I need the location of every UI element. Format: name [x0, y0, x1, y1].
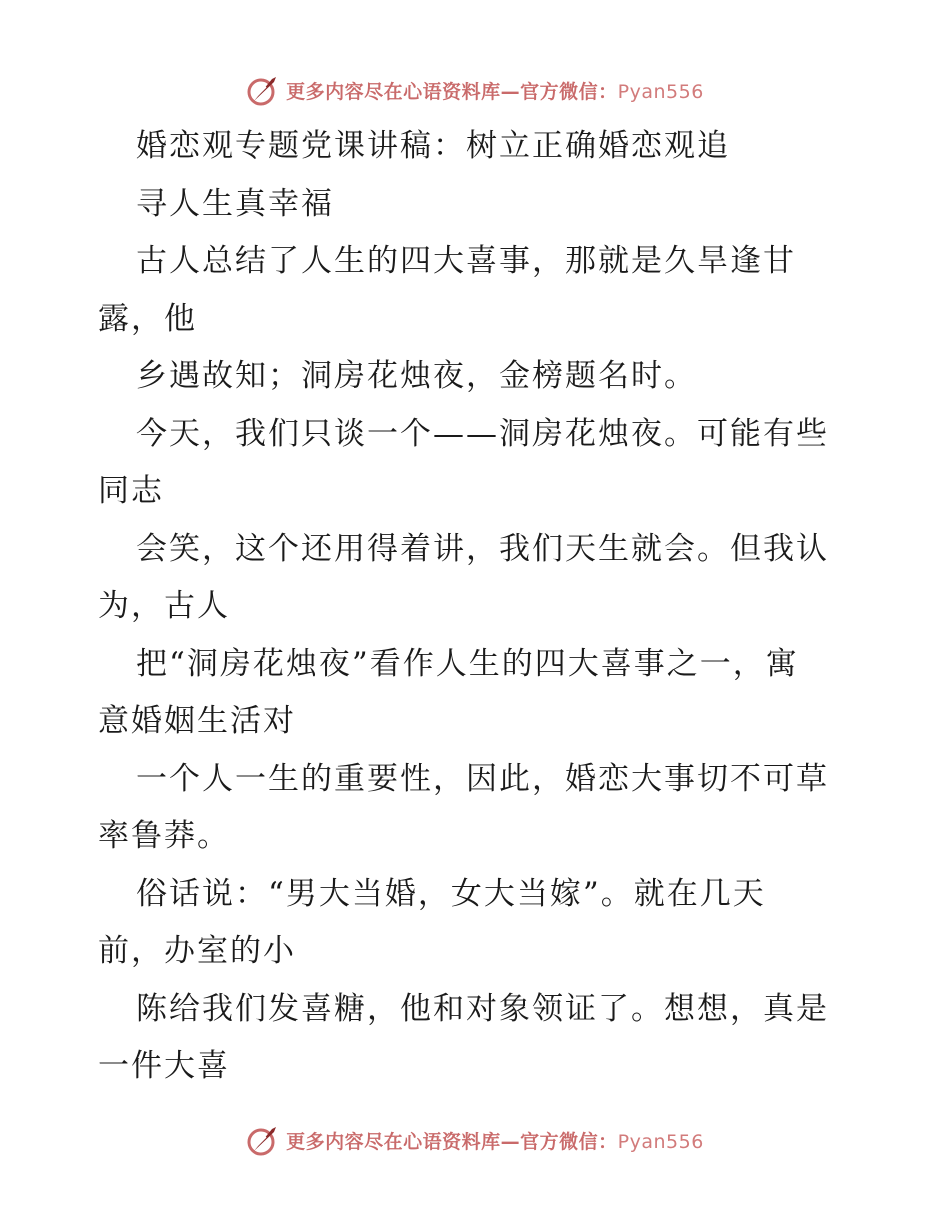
quill-logo-icon [246, 1123, 280, 1157]
text-line: 意婚姻生活对 [98, 703, 296, 739]
footer-banner-text: 更多内容尽在心语资料库—官方微信： [286, 1130, 618, 1153]
header-banner-text: 更多内容尽在心语资料库—官方微信： [286, 80, 618, 103]
text-line: 寻人生真幸福 [136, 185, 334, 222]
text-line: 古人总结了人生的四大喜事，那就是久旱逢甘 [136, 243, 796, 279]
text-line: 前，办室的小 [98, 933, 296, 969]
text-line: 乡遇故知；洞房花烛夜，金榜题名时。 [136, 358, 697, 394]
text-line: 把“洞房花烛夜”看作人生的四大喜事之一，寓 [136, 645, 799, 682]
text-line: 一件大喜 [98, 1048, 230, 1084]
text-line: 一个人一生的重要性，因此，婚恋大事切不可草 [136, 760, 829, 797]
header-wechat-id: Pyan556 [617, 80, 704, 103]
document-body [98, 118, 858, 1096]
text-line: 会笑，这个还用得着讲，我们天生就会。但我认 [136, 530, 829, 567]
text-line: 同志 [98, 473, 164, 509]
text-line: 今天，我们只谈一个——洞房花烛夜。可能有些 [136, 415, 829, 452]
text-line: 婚恋观专题党课讲稿：树立正确婚恋观追 [136, 128, 730, 164]
text-line: 露，他 [98, 300, 197, 337]
header-banner [0, 70, 950, 110]
footer-wechat-id: Pyan556 [617, 1130, 704, 1153]
text-line: 陈给我们发喜糖，他和对象领证了。想想，真是 [136, 990, 829, 1027]
text-line: 俗话说：“男大当婚，女大当嫁”。就在几天 [136, 875, 766, 912]
text-line: 为，古人 [98, 588, 230, 624]
quill-logo-icon [246, 73, 280, 107]
footer-banner [0, 1120, 950, 1160]
text-line: 率鲁莽。 [98, 818, 230, 854]
